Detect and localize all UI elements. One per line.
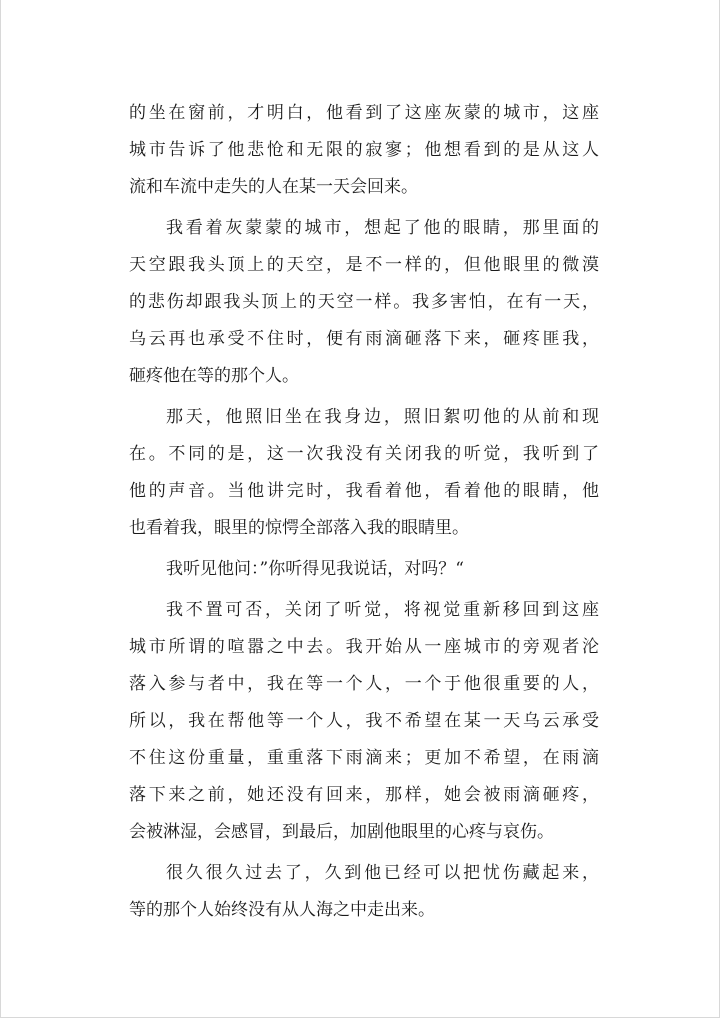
text-line: 所以，我在帮他等一个人，我不希望在某一天乌云承受 [129,711,599,731]
paragraph-6 [129,855,599,929]
paragraph-3 [129,399,599,547]
text-line: 乌云再也承受不住时，便有雨滴砸落下来，砸疼匪我， [129,329,599,349]
text-line: 的坐在窗前，才明白，他看到了这座灰蒙的城市，这座 [129,103,599,123]
text-line: 我听见他问：”你听得见我说话，对吗？“ [166,559,464,579]
text-line: 城市告诉了他悲怆和无限的寂寥；他想看到的是从这人 [129,140,599,160]
document-body [129,95,599,933]
text-line: 那天，他照旧坐在我身边，照旧絮叨他的从前和现 [166,407,599,427]
text-line: 会被淋湿，会感冒，到最后，加剧他眼里的心疼与哀伤。 [129,822,554,842]
text-line: 他的声音。当他讲完时，我看着他，看着他的眼睛，他 [129,481,599,501]
text-line: 不住这份重量，重重落下雨滴来；更加不希望，在雨滴 [129,748,599,768]
text-line: 城市所谓的喧嚣之中去。我开始从一座城市的旁观者沦 [129,637,599,657]
paragraph-4 [129,551,599,588]
text-line: 等的那个人始终没有从人海之中走出来。 [129,900,435,920]
paragraph-5 [129,592,599,851]
text-line: 很久很久过去了，久到他已经可以把忧伤藏起来， [166,863,599,883]
text-line: 的悲伤却跟我头顶上的天空一样。我多害怕，在有一天， [129,292,599,312]
text-line: 我看着灰蒙蒙的城市，想起了他的眼睛，那里面的 [166,218,599,238]
paragraph-2 [129,210,599,395]
paragraph-1 [129,95,599,206]
text-line: 砸疼他在等的那个人。 [129,366,299,386]
text-line: 在。不同的是，这一次我没有关闭我的听觉，我听到了 [129,444,599,464]
text-line: 天空跟我头顶上的天空，是不一样的，但他眼里的微漠 [129,255,599,275]
text-line: 落入参与者中，我在等一个人，一个于他很重要的人， [129,674,599,694]
text-line: 流和车流中走失的人在某一天会回来。 [129,177,418,197]
text-line: 我不置可否，关闭了听觉，将视觉重新移回到这座 [166,600,599,620]
text-line: 落下来之前，她还没有回来，那样，她会被雨滴砸疼， [129,785,599,805]
text-line: 也看着我，眼里的惊愕全部落入我的眼睛里。 [129,518,469,538]
